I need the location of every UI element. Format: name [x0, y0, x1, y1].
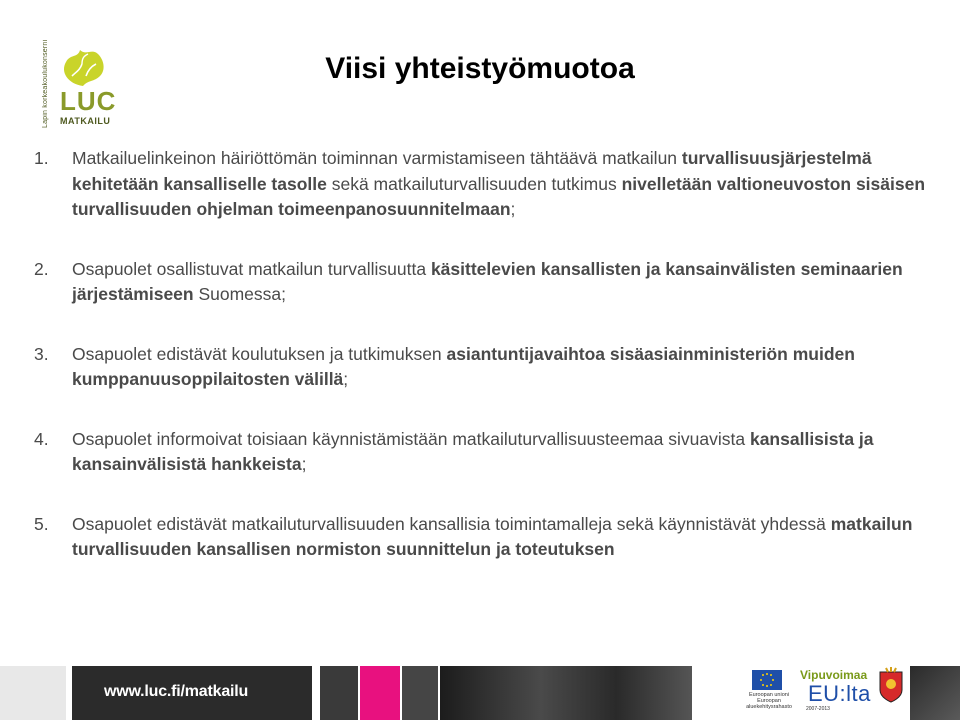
list-item-text: Osapuolet osallistuvat matkailun turvallisuutta — [72, 258, 431, 279]
list-item — [34, 512, 934, 563]
list-item-text-bold: nivelletään valtioneuvoston sisäisen turvallisuuden ohjelman toimeenpanosuunnitelmaan — [72, 173, 926, 219]
list-item-number: 2. — [34, 258, 49, 279]
eu-flag-icon — [752, 670, 782, 690]
footer-tile-pink — [360, 666, 400, 720]
list-item — [34, 342, 934, 393]
vipuvoimaa-text: Vipuvoimaa — [800, 668, 868, 682]
list-item-text: Suomessa; — [193, 284, 287, 304]
logo-vertical-text: Lapin korkeakoulukonserni — [42, 40, 49, 128]
item-list — [34, 146, 934, 563]
footer-tile-end — [910, 666, 960, 720]
list-item-text-bold: käsittelevien kansallisten ja kansainvälisten seminaarien järjestämiseen — [72, 258, 903, 304]
list-item-text: sekä matkailuturvallisuuden tutkimus — [326, 173, 622, 194]
list-item — [34, 257, 934, 308]
list-item-text-bold: matkailun turvallisuuden kansallisen normiston suunnittelun ja toteutuksen — [72, 513, 913, 559]
coat-of-arms-icon — [878, 666, 904, 704]
list-item-number: 4. — [34, 428, 49, 449]
logo-subtitle: MATKAILU — [60, 116, 111, 126]
list-item-text-bold: kansallisista ja kansainvälisistä hankkeista — [72, 428, 874, 474]
footer-tile-gray-2 — [402, 666, 438, 720]
list-item-text: ; — [343, 369, 349, 389]
footer-tile-left — [0, 666, 66, 720]
list-item-text: Matkailuelinkeinon häiriöttömän toiminnan varmistamiseen tähtäävä matkailun — [72, 148, 682, 168]
eulta-text: EU:lta — [808, 681, 871, 706]
footer-url-link[interactable]: www.luc.fi/matkailu — [104, 683, 249, 700]
list-item-text: Osapuolet informoivat toisiaan käynnistämistään matkailuturvallisuusteemaa sivuavista — [72, 428, 750, 449]
eulta-years: 2007-2013 — [806, 706, 830, 712]
footer-tile-gray — [320, 666, 358, 720]
list-item-number: 3. — [34, 343, 49, 364]
slide-title: Viisi yhteistyömuotoa — [325, 52, 635, 85]
logo-name: LUC — [60, 86, 117, 116]
list-item-text: Osapuolet edistävät koulutuksen ja tutkimuksen — [72, 343, 447, 364]
list-item-text-bold: asiantuntijavaihtoa sisäasiainministeriön muiden kumppanuusoppilaitosten välillä — [72, 343, 855, 389]
list-item-text: ; — [301, 454, 307, 474]
list-item — [34, 427, 934, 478]
list-item-text-bold: turvallisuusjärjestelmä kehitetään kansalliselle tasolle — [72, 148, 872, 194]
footer-photo-tile — [440, 666, 692, 720]
list-item — [34, 146, 934, 223]
list-item-text: ; — [510, 199, 516, 219]
list-item-text: Osapuolet edistävät matkailuturvallisuuden kansallisia toimintamalleja sekä käynnistävät yhdessä — [72, 513, 831, 534]
eu-text: Euroopan unioni Euroopan aluekehitysrahasto — [746, 692, 792, 710]
list-item-number: 5. — [34, 513, 49, 534]
list-item-number: 1. — [34, 148, 49, 168]
